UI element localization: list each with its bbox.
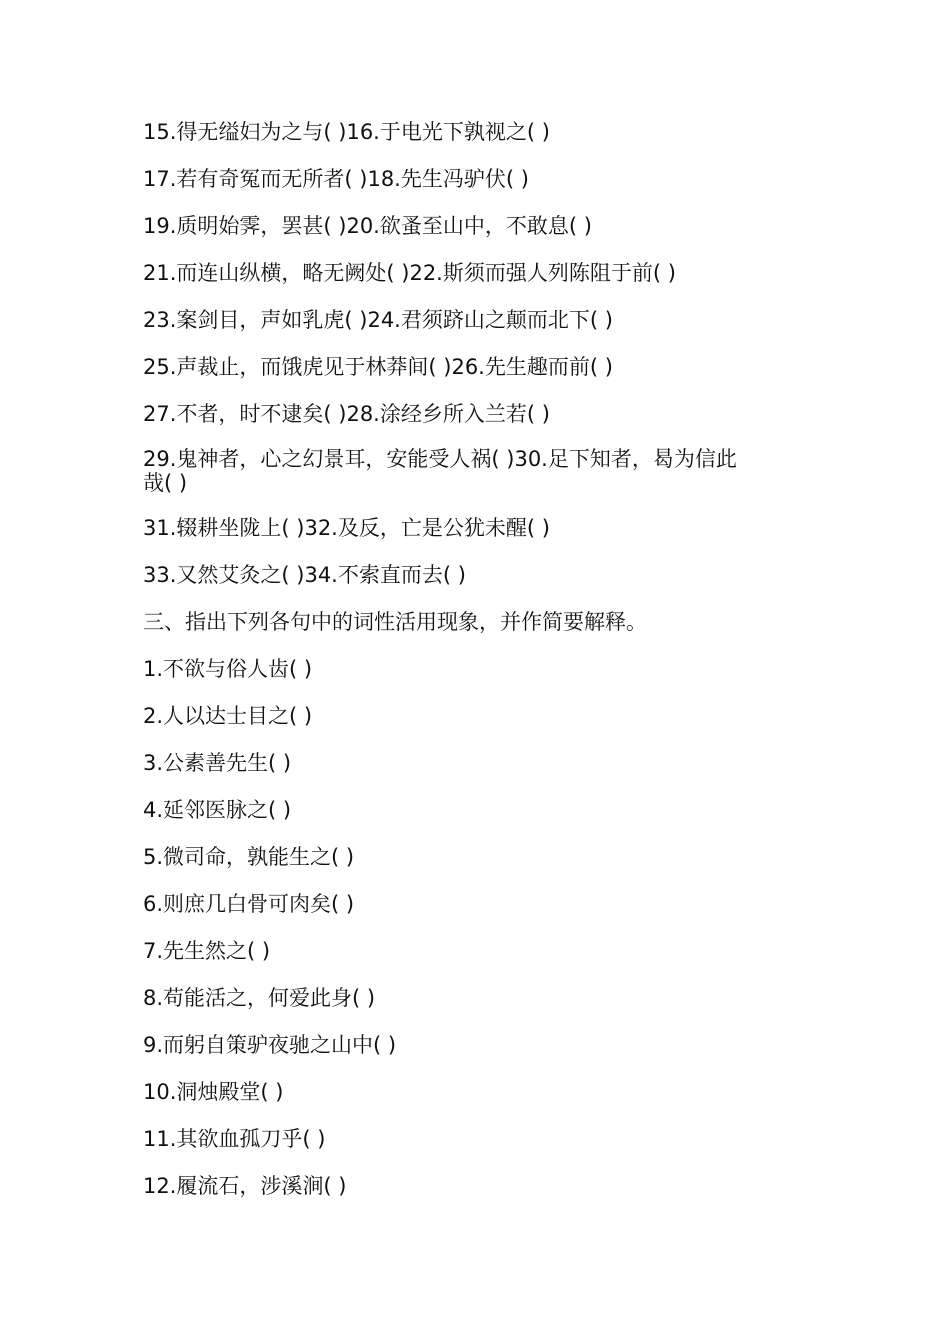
question-line: 17.若有奇冤而无所者( )18.先生冯驴伏( ) <box>143 167 529 191</box>
question-line: 19.质明始霁，罢甚( )20.欲蚤至山中，不敢息( ) <box>143 214 592 238</box>
question-line: 33.又然艾灸之( )34.不索直而去( ) <box>143 563 466 587</box>
question-line: 3.公素善先生( ) <box>143 751 292 775</box>
question-line: 5.微司命，孰能生之( ) <box>143 845 355 869</box>
question-line: 2.人以达士目之( ) <box>143 704 313 728</box>
question-line: 4.延邻医脉之( ) <box>143 798 292 822</box>
question-line-wrapped <box>143 447 823 495</box>
wrapped-line-second: 哉( ) <box>143 471 188 495</box>
question-line: 12.履流石，涉溪涧( ) <box>143 1174 347 1198</box>
question-line: 8.苟能活之，何爱此身( ) <box>143 986 376 1010</box>
question-line: 10.洞烛殿堂( ) <box>143 1080 284 1104</box>
question-line: 27.不者，时不逮矣( )28.涂经乡所入兰若( ) <box>143 402 550 426</box>
wrapped-line-first: 29.鬼神者，心之幻景耳，安能受人祸( )30.足下知者，曷为信此 <box>143 447 737 471</box>
question-line: 15.得无缢妇为之与( )16.于电光下孰视之( ) <box>143 120 550 144</box>
question-line: 21.而连山纵横，略无阙处( )22.斯须而强人列陈阻于前( ) <box>143 261 676 285</box>
question-line: 25.声裁止，而饿虎见于林莽间( )26.先生趣而前( ) <box>143 355 613 379</box>
question-line: 31.辍耕坐陇上( )32.及反，亡是公犹未醒( ) <box>143 516 550 540</box>
exercise-content <box>143 118 823 1219</box>
question-line: 9.而躬自策驴夜驰之山中( ) <box>143 1033 397 1057</box>
question-line: 7.先生然之( ) <box>143 939 271 963</box>
question-line: 6.则庶几白骨可肉矣( ) <box>143 892 355 916</box>
question-line: 11.其欲血孤刀乎( ) <box>143 1127 326 1151</box>
section-heading: 三、指出下列各句中的词性活用现象，并作简要解释。 <box>143 610 647 634</box>
question-line: 1.不欲与俗人齿( ) <box>143 657 313 681</box>
question-line: 23.案剑目，声如乳虎( )24.君须跻山之颠而北下( ) <box>143 308 613 332</box>
